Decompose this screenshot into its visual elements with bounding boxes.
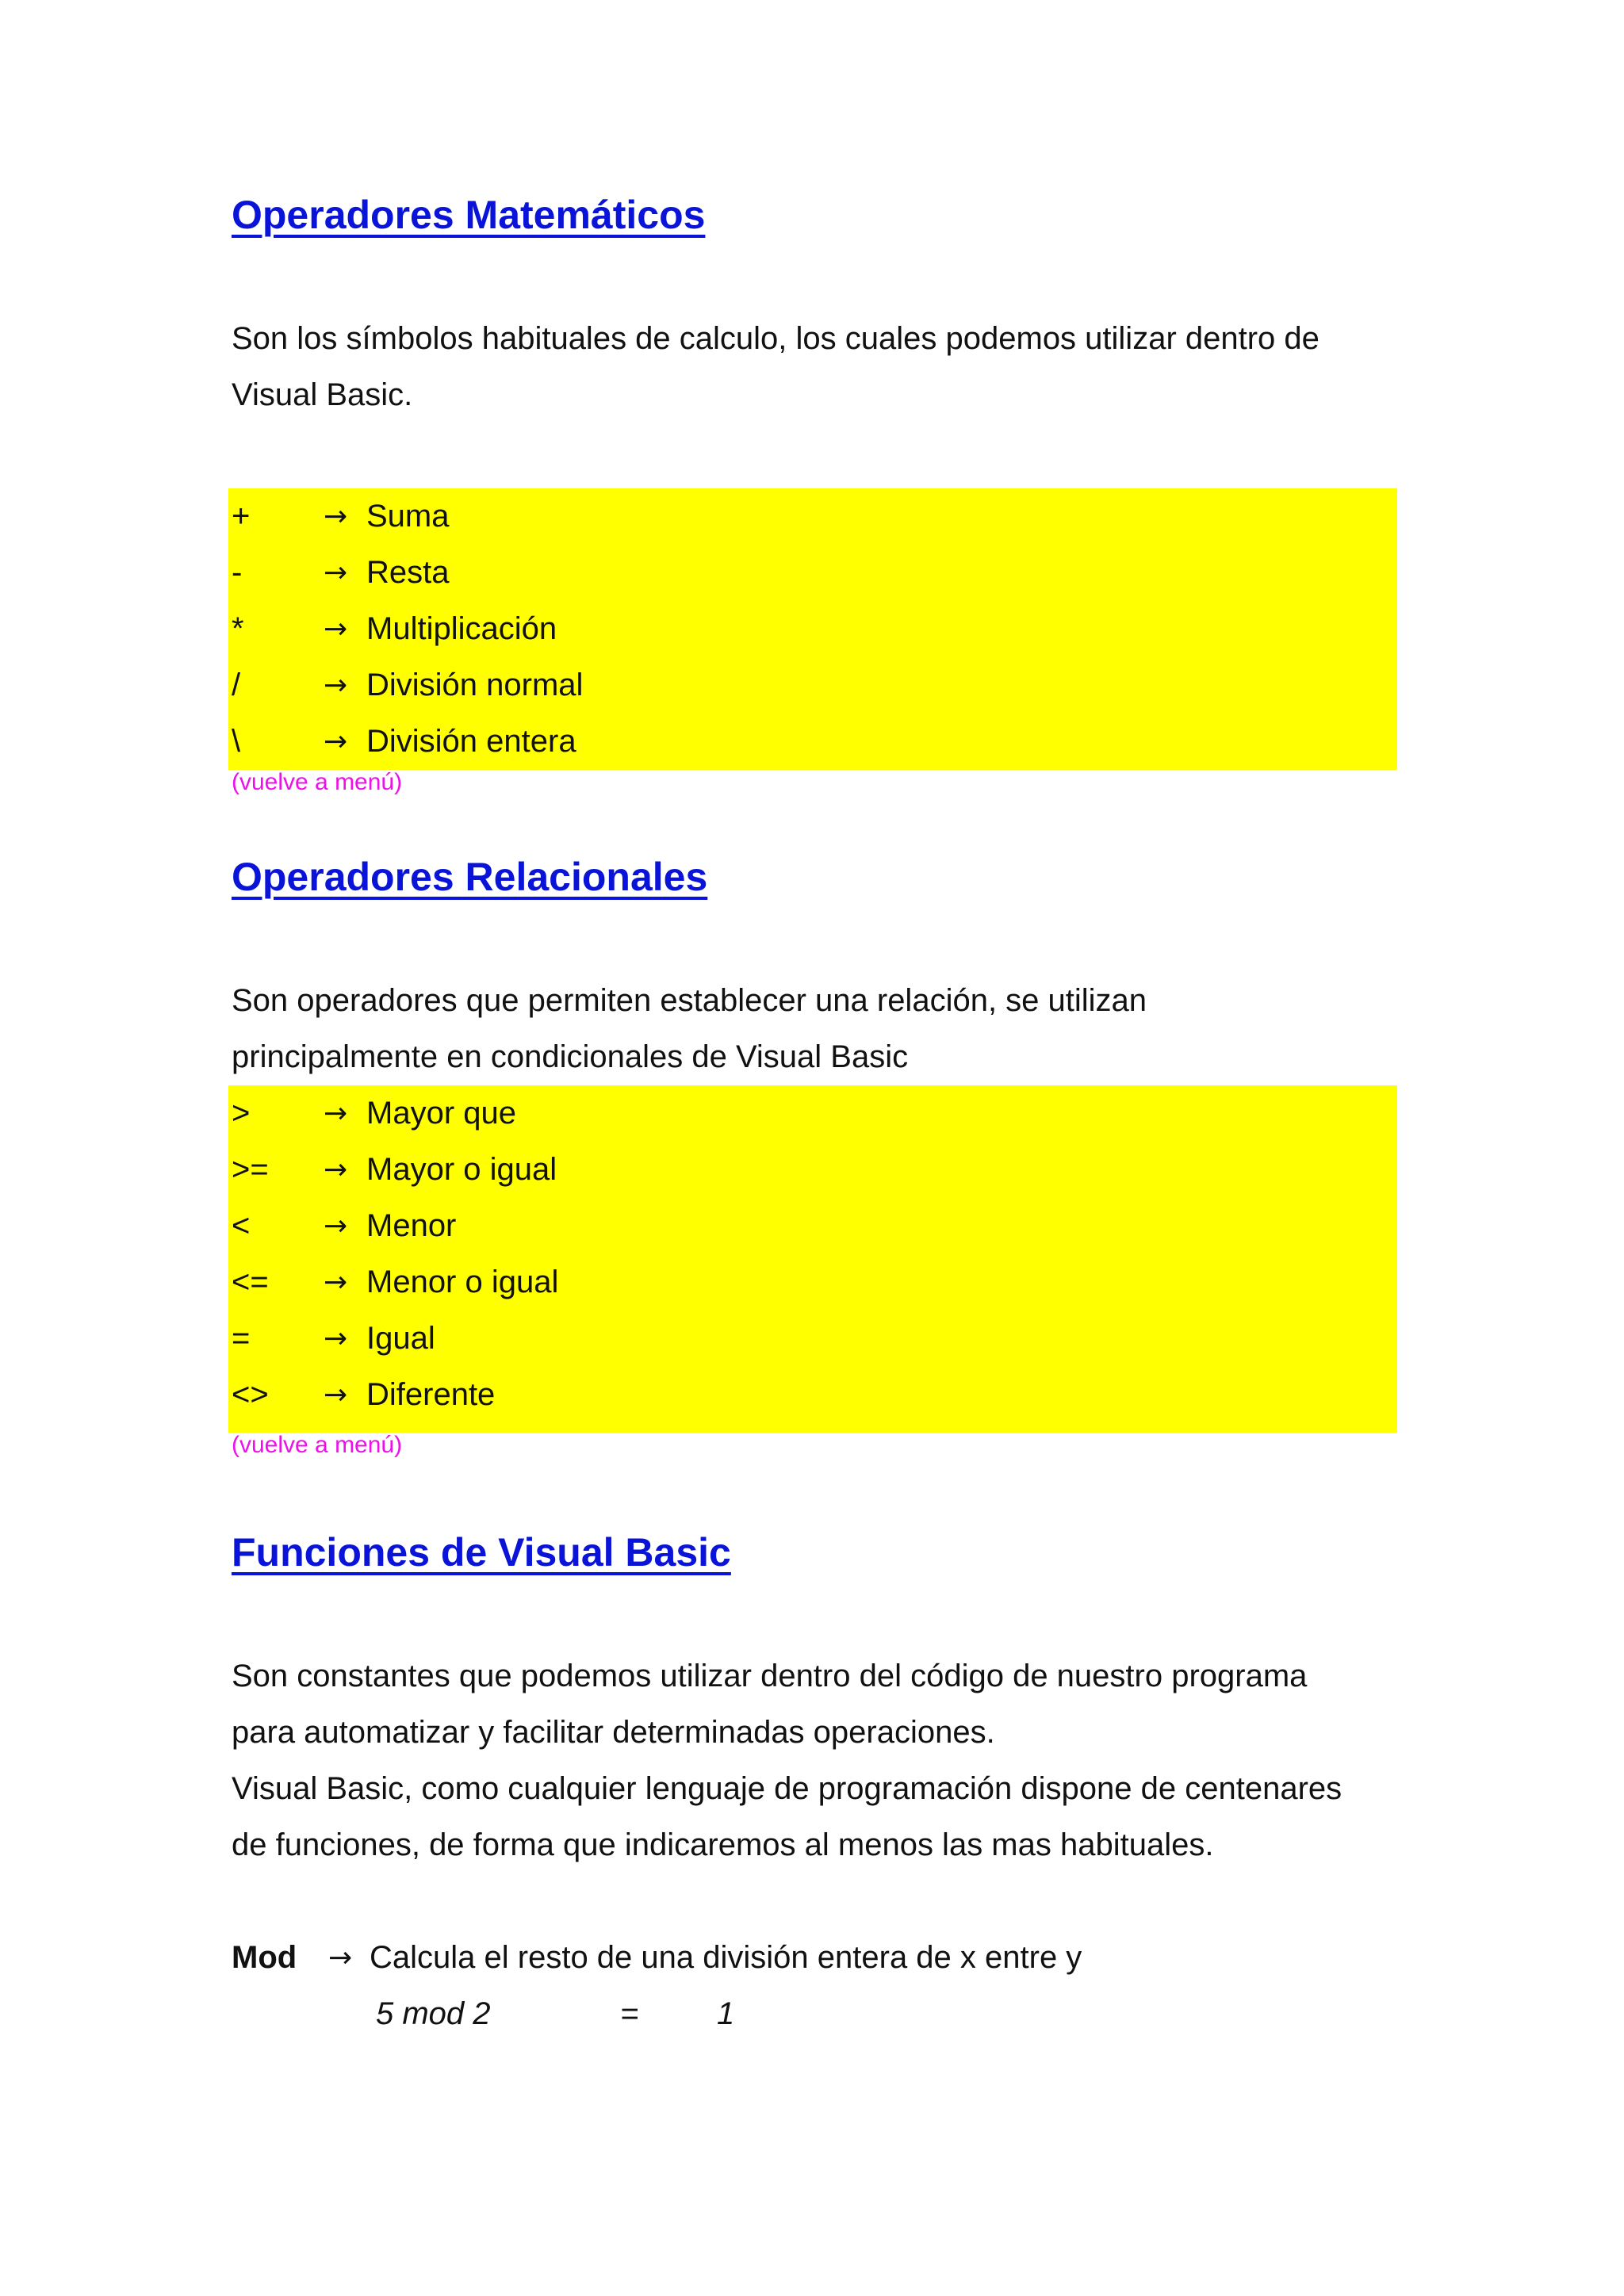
math-operators-description [232,311,1397,423]
arrow-right-icon: → [324,669,348,702]
operator-label: Multiplicación [366,611,557,646]
relational-operators-list [228,1085,1397,1433]
operator-symbol: >= [232,1152,269,1187]
function-row-mod [232,1930,1397,1986]
function-example-mod [232,1986,1397,2042]
operator-symbol: = [232,1321,251,1356]
operator-row-resta [228,545,1397,601]
operator-row-division-normal [228,657,1397,714]
operator-row-igual [228,1311,1397,1367]
example-equals: = [620,1996,639,2031]
description-line: principalmente en condicionales de Visual Basic [232,1039,909,1074]
operator-row-diferente [228,1367,1397,1423]
description-line: Son constantes que podemos utilizar dentro del código de nuestro programa [232,1659,1308,1693]
arrow-right-icon: → [324,1322,348,1355]
operator-row-multiplicacion [228,601,1397,657]
arrow-right-icon: → [324,557,348,589]
math-operators-list [228,488,1397,770]
arrow-right-icon: → [324,1379,348,1411]
description-line: para automatizar y facilitar determinadas operaciones. [232,1715,995,1750]
back-to-menu-link[interactable]: (vuelve a menú) [232,769,403,795]
math-operators-heading[interactable]: Operadores Matemáticos [232,193,706,237]
operator-symbol: <> [232,1377,269,1412]
operator-label: Suma [366,499,450,534]
operator-row-menor [228,1198,1397,1254]
arrow-right-icon: → [324,613,348,645]
operator-label: División normal [366,668,584,702]
arrow-right-icon: → [324,725,348,758]
operator-symbol: * [232,611,244,646]
back-to-menu-link[interactable]: (vuelve a menú) [232,1432,403,1458]
operator-row-mayor-o-igual [228,1142,1397,1198]
vb-functions-description [232,1648,1397,1873]
vb-functions-heading[interactable]: Funciones de Visual Basic [232,1530,731,1575]
description-line: Visual Basic. [232,377,413,412]
operator-symbol: < [232,1208,251,1243]
operator-label: Diferente [366,1377,496,1412]
arrow-right-icon: → [324,1097,348,1130]
operator-label: Mayor o igual [366,1152,557,1187]
operator-row-division-entera [228,714,1397,770]
operator-symbol: <= [232,1265,269,1299]
operator-symbol: > [232,1096,251,1131]
operator-row-suma [228,488,1397,545]
arrow-right-icon: → [324,1154,348,1186]
description-line: de funciones, de forma que indicaremos al menos las mas habituales. [232,1827,1214,1862]
arrow-right-icon: → [328,1942,353,1974]
example-expression: 5 mod 2 [376,1996,491,2031]
function-description: Calcula el resto de una división entera de x entre y [370,1940,1082,1975]
operator-symbol: \ [232,724,241,759]
description-line: Son operadores que permiten establecer una relación, se utilizan [232,983,1147,1018]
relational-operators-description [232,973,1397,1085]
operator-label: Menor [366,1208,457,1243]
operator-label: Menor o igual [366,1265,559,1299]
operator-row-menor-o-igual [228,1254,1397,1311]
arrow-right-icon: → [324,500,348,533]
arrow-right-icon: → [324,1210,348,1242]
operator-symbol: / [232,668,241,702]
operator-label: Resta [366,555,450,590]
relational-operators-heading[interactable]: Operadores Relacionales [232,855,708,899]
description-line: Son los símbolos habituales de calculo, los cuales podemos utilizar dentro de [232,321,1320,356]
operator-label: Mayor que [366,1096,516,1131]
arrow-right-icon: → [324,1266,348,1299]
operator-label: Igual [366,1321,435,1356]
example-result: 1 [717,1996,735,2031]
function-name: Mod [232,1940,297,1975]
operator-symbol: - [232,555,243,590]
operator-symbol: + [232,499,251,534]
operator-row-mayor-que [228,1085,1397,1142]
operator-label: División entera [366,724,576,759]
description-line: Visual Basic, como cualquier lenguaje de programación dispone de centenares [232,1771,1342,1806]
